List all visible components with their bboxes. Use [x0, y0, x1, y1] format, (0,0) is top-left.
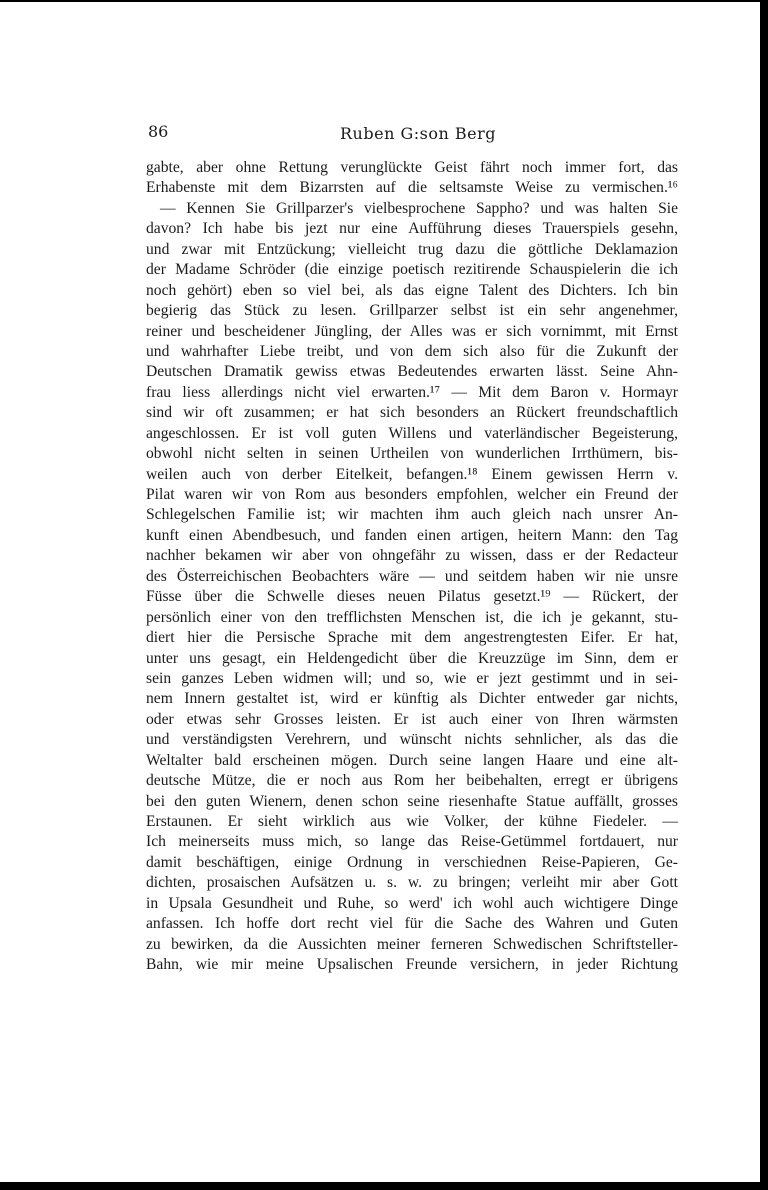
scan-border-right — [760, 0, 768, 1190]
text-line: Schlegelschen Familie ist; wir machten ihm auch gleich nach unsrer An- — [146, 506, 678, 524]
text-line: nachher bekamen wir aber von ohngefähr zu wissen, dass er der Redacteur — [146, 547, 678, 565]
text-line: diert hier die Persische Sprache mit dem angestrengtesten Eifer. Er hat, — [146, 629, 678, 647]
text-line: unter uns gesagt, ein Heldengedicht über die Kreuzzüge im Sinn, dem er — [146, 649, 678, 667]
text-line: obwohl nicht selten in seinen Urtheilen von wunderlichen Irrthümern, bis- — [146, 445, 678, 463]
text-line: oder etwas sehr Grosses leisten. Er ist auch einer von Ihren wärmsten — [146, 710, 678, 728]
text-line: frau liess allerdings nicht viel erwarten.¹⁷ — Mit dem Baron v. Hormayr — [146, 383, 678, 401]
text-line: persönlich einer von den trefflichsten Menschen ist, die ich je gekannt, stu- — [146, 608, 678, 626]
text-line: kunft einen Abendbesuch, und fanden einen artigen, heitern Mann: den Tag — [146, 526, 678, 544]
scan-border-top — [0, 0, 768, 2]
text-line: zu bewirken, da die Aussichten meiner ferneren Schwedischen Schriftsteller- — [146, 935, 678, 953]
text-line: Weltalter bald erscheinen mögen. Durch seine langen Haare und eine alt- — [146, 751, 678, 769]
text-line: und zwar mit Entzückung; vielleicht trug dazu die göttliche Deklamazion — [146, 240, 678, 258]
text-line: dichten, prosaischen Aufsätzen u. s. w. zu bringen; verleiht mir aber Gott — [146, 874, 678, 892]
text-line: des Österreichischen Beobachters wäre — und seitdem haben wir nie unsre — [146, 567, 678, 585]
text-line: in Upsala Gesundheit und Ruhe, so werd' ich wohl auch wichtigere Dinge — [146, 894, 678, 912]
text-line: Deutschen Dramatik gewiss etwas Bedeutendes erwarten lässt. Seine Ahn- — [146, 363, 678, 381]
text-line: und verständigsten Verehrern, und wünscht nichts sehnlicher, als das die — [146, 731, 678, 749]
text-line: damit beschäftigen, einige Ordnung in verschiednen Reise-Papieren, Ge- — [146, 853, 678, 871]
scan-border-bottom — [0, 1182, 768, 1190]
text-line: deutsche Mütze, die er noch aus Rom her beibehalten, erregt er übrigens — [146, 772, 678, 790]
text-line: nem Innern gestaltet ist, wird er künftig als Dichter entweder gar nichts, — [146, 690, 678, 708]
text-line: sind wir oft zusammen; er hat sich besonders an Rückert freundschaftlich — [146, 404, 678, 422]
text-line: — Kennen Sie Grillparzer's vielbesprochene Sappho? und was halten Sie — [160, 199, 678, 217]
text-line: sein ganzes Leben widmen will; und so, wie er jezt gestimmt und in sei- — [146, 669, 678, 687]
text-line: Erhabenste mit dem Bizarrsten auf die seltsamste Weise zu vermischen.¹⁶ — [146, 179, 678, 197]
text-line: Bahn, wie mir meine Upsalischen Freunde versichern, in jeder Richtung — [146, 956, 678, 974]
text-line: Ich meinerseits muss mich, so lange das Reise-Getümmel fortdauert, nur — [146, 833, 678, 851]
text-line: noch gehört) eben so viel bei, als das eigne Talent des Dichters. Ich bin — [146, 281, 678, 299]
text-line: anfassen. Ich hoffe dort recht viel für die Sache des Wahren und Guten — [146, 915, 678, 933]
text-line: Füsse über die Schwelle dieses neuen Pilatus gesetzt.¹⁹ — Rückert, der — [146, 588, 678, 606]
text-line: gabte, aber ohne Rettung verunglückte Geist fährt noch immer fort, das — [146, 159, 678, 176]
text-line: bei den guten Wienern, denen schon seine riesenhafte Statue auffällt, grosses — [146, 792, 678, 810]
text-line: davon? Ich habe bis jezt nur eine Aufführung dieses Trauerspiels gesehn, — [146, 220, 678, 238]
text-line: angeschlossen. Er ist voll guten Willens und vaterländischer Begeisterung, — [146, 424, 678, 442]
text-line: Pilat waren wir von Rom aus besonders empfohlen, welcher ein Freund der — [146, 486, 678, 503]
text-line: begierig das Stück zu lesen. Grillparzer selbst ist ein sehr angenehmer, — [146, 302, 678, 320]
body-text — [146, 158, 678, 976]
text-line: weilen auch von derber Eitelkeit, befangen.¹⁸ Einem gewissen Herrn v. — [146, 465, 678, 483]
page-number: 86 — [148, 122, 169, 141]
running-title: Ruben G:son Berg — [340, 124, 496, 143]
text-line: reiner und bescheidener Jüngling, der Alles was er sich vornimmt, mit Ernst — [146, 322, 678, 340]
text-line: der Madame Schröder (die einzige poetisch rezitirende Schauspielerin die ich — [146, 261, 678, 279]
text-line: und wahrhafter Liebe treibt, und von dem sich also für die Zukunft der — [146, 342, 678, 360]
text-line: Erstaunen. Er sieht wirklich aus wie Volker, der kühne Fiedeler. — — [146, 813, 678, 830]
